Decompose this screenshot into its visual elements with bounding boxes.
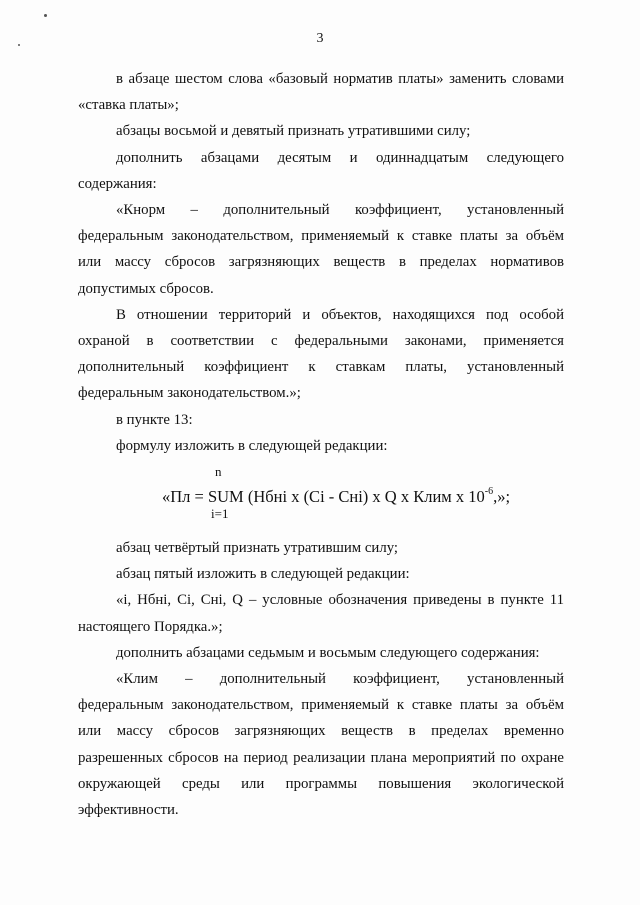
paragraph	[78, 535, 564, 561]
formula	[78, 461, 564, 535]
document-body	[78, 66, 564, 823]
formula-exponent: -6	[484, 486, 494, 498]
text-line: «Клим – дополнительный коэффициент, установленный	[116, 671, 564, 688]
text-line: формулу изложить в следующей редакции:	[116, 437, 388, 454]
text-line: настоящего Порядка.»;	[78, 618, 223, 635]
paragraph	[78, 145, 564, 197]
text-line: в пункте 13:	[116, 411, 193, 428]
formula-upper-limit: n	[215, 464, 222, 480]
text-line: федеральным законодательством.»;	[78, 385, 301, 402]
text-line: окружающей среды или программы повышения экологической	[78, 775, 564, 792]
text-line: в абзаце шестом слова «базовый норматив платы» заменить словами	[116, 71, 564, 87]
paragraph	[78, 666, 564, 823]
paragraph	[78, 118, 564, 144]
page-number: 3	[316, 31, 324, 46]
paragraph	[78, 302, 564, 407]
text-line: «Кнорм – дополнительный коэффициент, установленный	[116, 202, 564, 219]
paragraph	[78, 197, 564, 302]
text-line: разрешенных сбросов на период реализации плана мероприятий по охране	[78, 749, 564, 766]
paragraph	[78, 561, 564, 587]
text-line: абзацы восьмой и девятый признать утратившими силу;	[116, 123, 471, 140]
text-line: содержания:	[78, 175, 157, 192]
text-line: охраной в соответствии с федеральными законами, применяется	[78, 333, 564, 350]
paragraph	[78, 407, 564, 433]
text-line: дополнить абзацами десятым и одиннадцатым следующего	[116, 149, 564, 166]
paragraph	[78, 587, 564, 639]
text-line: или массу сбросов загрязняющих веществ в пределах нормативов	[78, 254, 564, 271]
text-line: дополнить абзацами седьмым и восьмым следующего содержания:	[116, 644, 540, 661]
formula-main: «Пл = SUM (Нбнi x (Сi - Снi) x Q x Клим x 10	[162, 487, 485, 507]
paragraph	[78, 433, 564, 459]
text-line: абзац пятый изложить в следующей редакции:	[116, 566, 410, 583]
text-line: В отношении территорий и объектов, находящихся под особой	[116, 306, 564, 323]
formula-expression	[162, 481, 510, 508]
scan-speck	[44, 14, 47, 17]
text-line: «ставка платы»;	[78, 97, 179, 114]
text-line: дополнительный коэффициент к ставкам платы, установленный	[78, 359, 564, 376]
text-line: «i, Нбнi, Сi, Снi, Q – условные обозначения приведены в пункте 11	[116, 592, 564, 609]
paragraph	[78, 640, 564, 666]
text-line: или массу сбросов загрязняющих веществ в пределах временно	[78, 723, 564, 740]
text-line: федеральным законодательством, применяемый к ставке платы за объём	[78, 228, 564, 245]
text-line: допустимых сбросов.	[78, 280, 214, 297]
formula-lower-limit: i=1	[211, 506, 229, 522]
paragraph	[78, 66, 564, 118]
text-line: эффективности.	[78, 802, 179, 819]
formula-tail: ,»;	[493, 487, 511, 507]
text-line: федеральным законодательством, применяемый к ставке платы за объём	[78, 697, 564, 714]
text-line: абзац четвёртый признать утратившим силу;	[116, 540, 399, 557]
